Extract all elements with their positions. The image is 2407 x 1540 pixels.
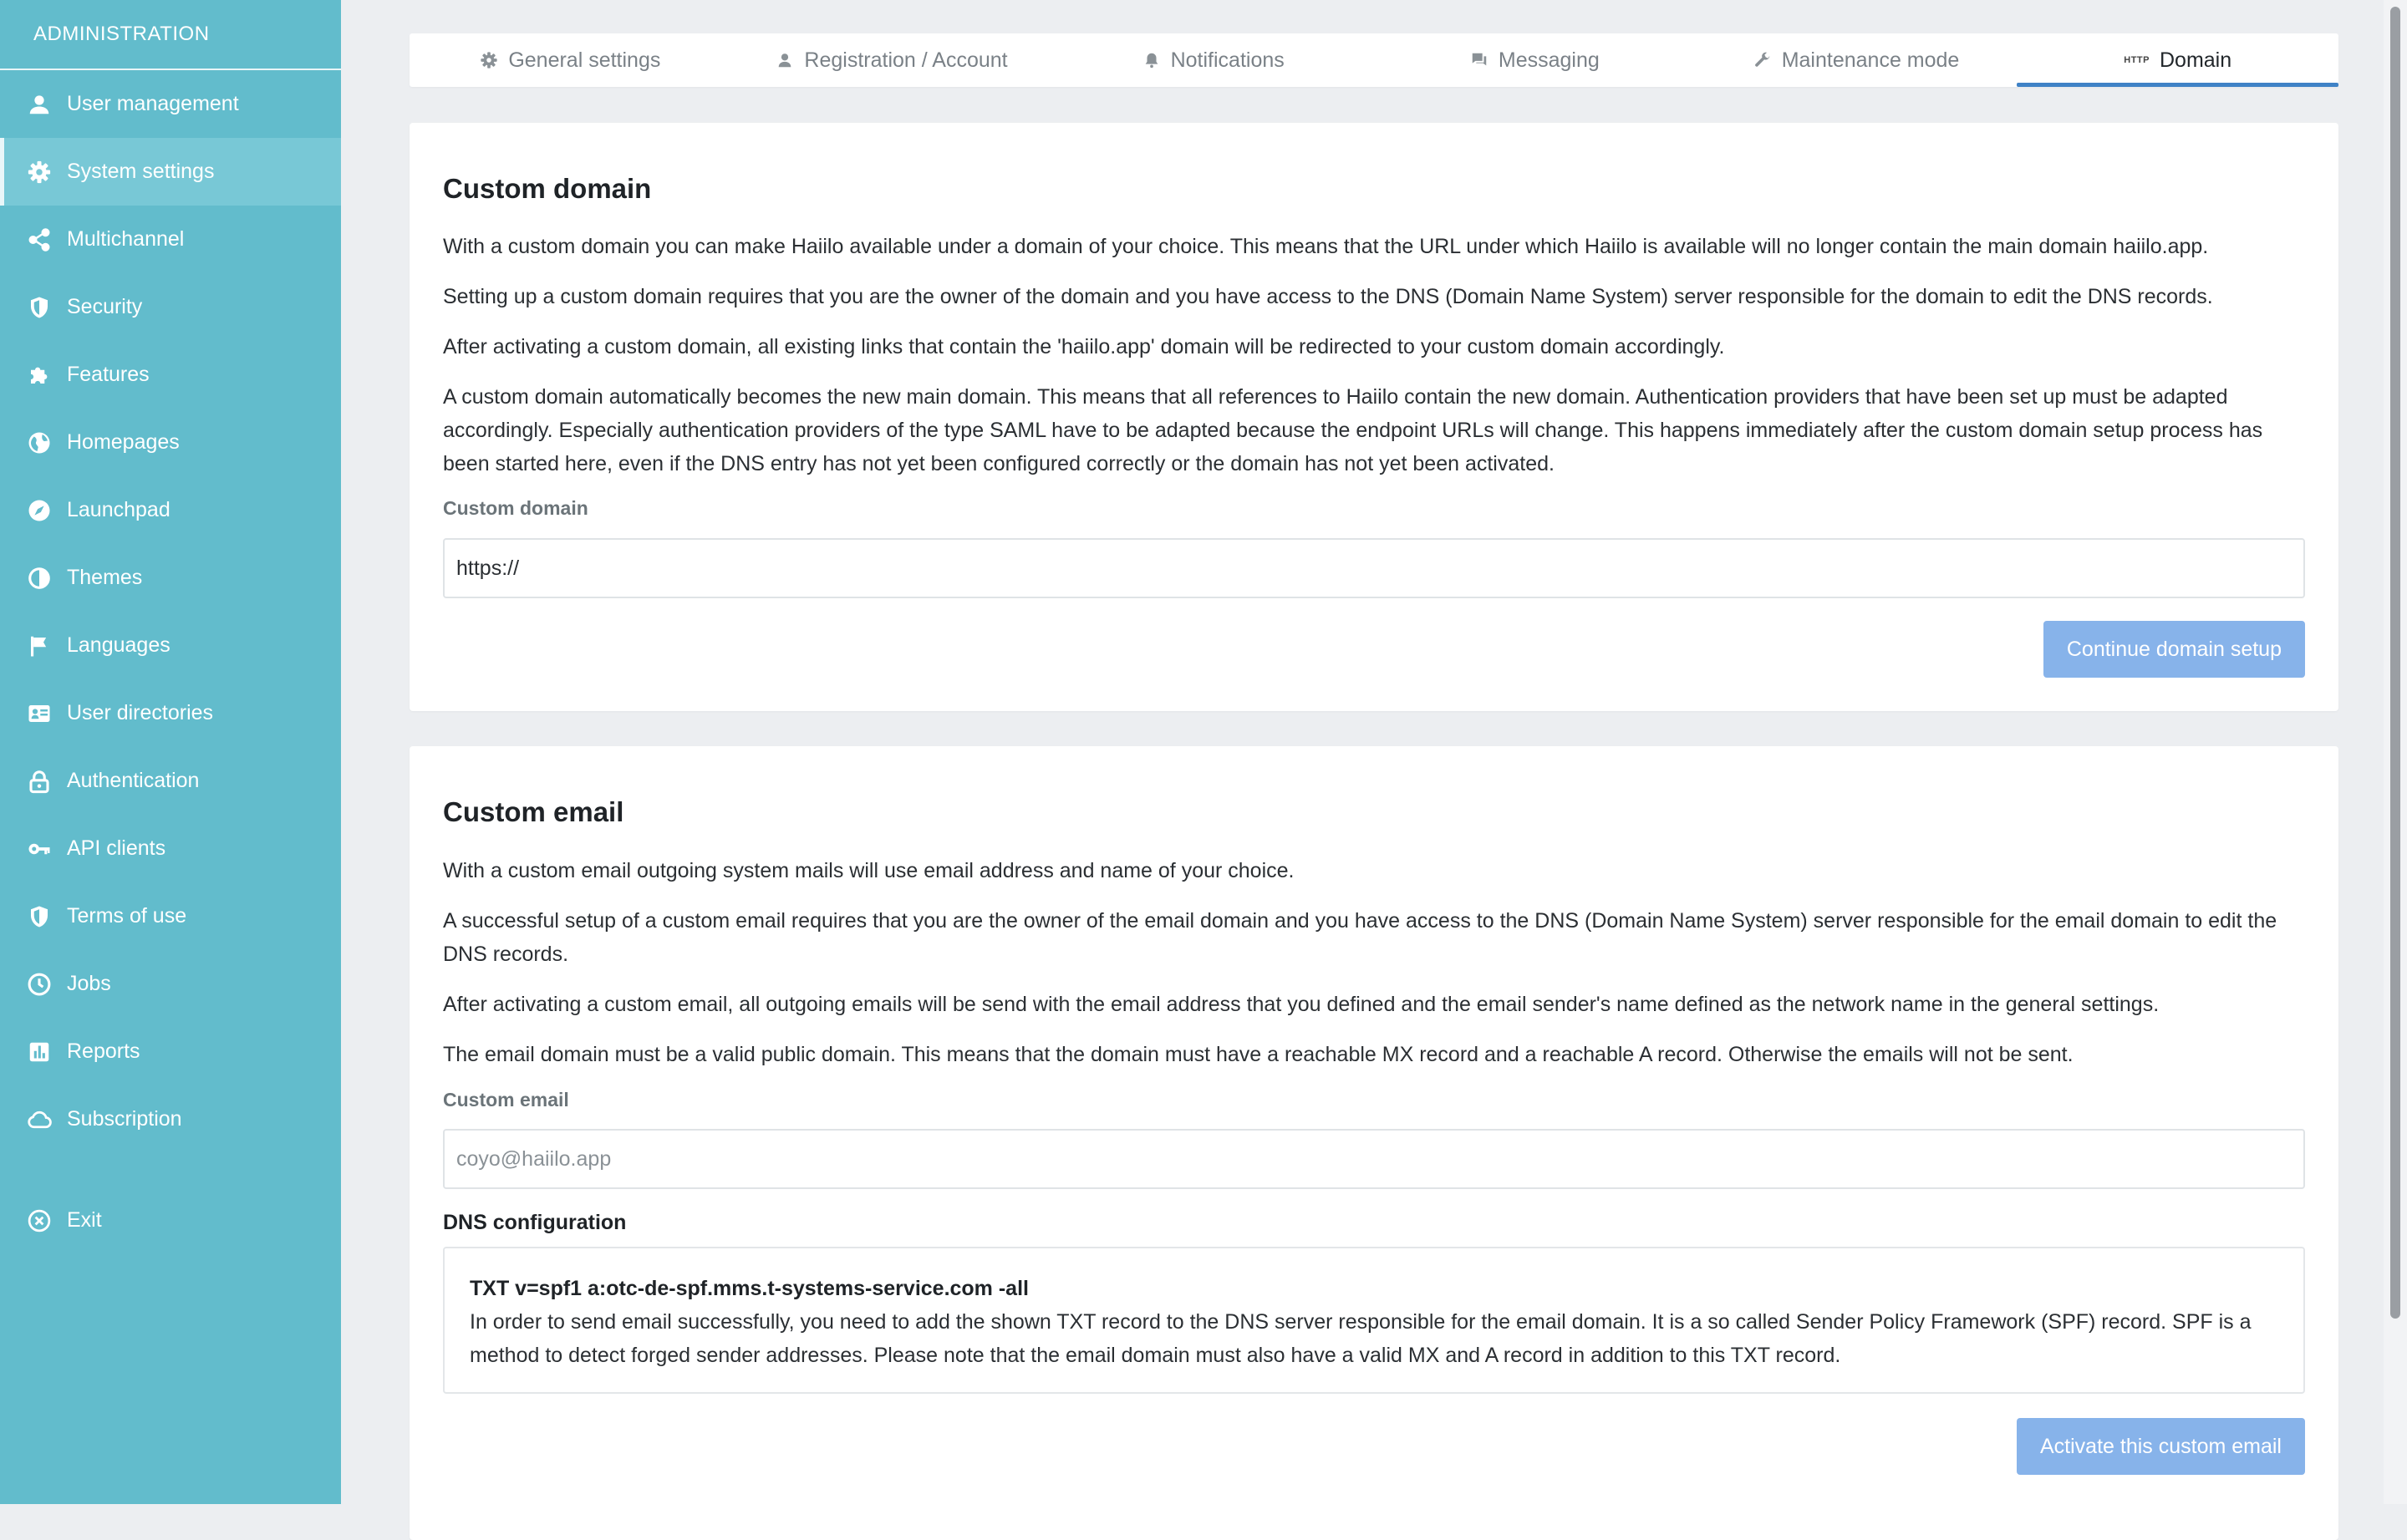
chat-icon [1470,51,1488,69]
custom-email-card [410,746,2338,1540]
sidebar-item-authentication[interactable] [0,747,341,815]
custom-domain-title: Custom domain [443,173,652,204]
sidebar-item-multichannel[interactable] [0,206,341,273]
dns-configuration-title: DNS configuration [443,1211,627,1234]
tab-messaging[interactable] [1374,33,1696,87]
sidebar [0,0,341,1504]
tab-registration-account[interactable] [731,33,1053,87]
custom-email-title: Custom email [443,796,624,827]
custom-domain-input[interactable] [443,538,2305,598]
cloud-icon [27,1107,52,1132]
id-card-icon [27,701,52,726]
dns-txt-record: TXT v=spf1 a:otc-de-spf.mms.t-systems-service.com -all [470,1277,1029,1300]
sidebar-item-user-management[interactable] [0,70,341,138]
sidebar-item-security[interactable] [0,273,341,341]
custom-domain-paragraph: After activating a custom domain, all existing links that contain the 'haiilo.app' domain will be redirected to your custom domain accordingly. [443,335,1725,358]
page-scrollbar[interactable] [2384,0,2407,1504]
globe-icon [27,430,52,455]
sidebar-item-subscription[interactable] [0,1085,341,1153]
sidebar-item-terms-of-use[interactable] [0,882,341,950]
tab-label: Registration / Account [804,48,1008,72]
continue-domain-setup-button[interactable]: Continue domain setup [2043,621,2305,678]
custom-email-label: Custom email [443,1089,569,1111]
sidebar-item-label: Features [67,363,150,386]
tab-label: Domain [2159,48,2232,72]
clock-icon [27,972,52,997]
custom-email-input[interactable] [443,1129,2305,1189]
sidebar-item-user-directories[interactable] [0,679,341,747]
sidebar-item-label: Exit [67,1208,102,1232]
sidebar-item-label: System settings [67,160,215,183]
sidebar-item-jobs[interactable] [0,950,341,1018]
sidebar-item-exit[interactable] [0,1187,341,1254]
sidebar-item-api-clients[interactable] [0,815,341,882]
custom-email-paragraph: A successful setup of a custom email requires that you are the owner of the email domain and you have access to the DNS (Domain Name System) server responsible for the email domain to edit the DNS records. [443,909,2277,966]
tab-notifications[interactable] [1052,33,1374,87]
custom-domain-paragraph: With a custom domain you can make Haiilo available under a domain of your choice. This means that the URL under which Haiilo is available will no longer contain the main domain haiilo.app. [443,235,2209,258]
shield-icon [27,295,52,320]
sidebar-title: ADMINISTRATION [0,0,341,70]
sidebar-item-label: Authentication [67,769,200,792]
bell-icon [1142,51,1161,69]
gear-icon [27,160,52,185]
sidebar-item-features[interactable] [0,341,341,409]
wrench-icon [1753,51,1772,69]
lock-icon [27,769,52,794]
sidebar-item-languages[interactable] [0,612,341,679]
sidebar-item-label: User management [67,92,239,115]
dns-configuration-box [443,1247,2305,1394]
tab-label: Notifications [1170,48,1285,72]
tab-general-settings[interactable] [410,33,731,87]
contrast-icon [27,566,52,591]
custom-email-paragraph: After activating a custom email, all outgoing emails will be send with the email address that you defined and the email sender's name defined as the network name in the general settings. [443,993,2160,1016]
sidebar-item-label: Terms of use [67,904,187,928]
sidebar-item-label: Themes [67,566,143,589]
close-circle-icon [27,1208,52,1233]
tab-domain[interactable] [2017,33,2338,87]
tab-label: General settings [508,48,661,72]
sidebar-item-label: User directories [67,701,214,724]
sidebar-item-label: Homepages [67,430,180,454]
sidebar-item-label: Jobs [67,972,111,995]
sidebar-item-system-settings[interactable] [0,138,341,206]
bar-chart-icon [27,1039,52,1065]
gear-icon [480,51,498,69]
sidebar-item-label: Security [67,295,143,318]
custom-email-paragraph: With a custom email outgoing system mails will use email address and name of your choice. [443,859,1295,882]
custom-domain-paragraph: Setting up a custom domain requires that you are the owner of the domain and you have access to the DNS (Domain Name System) server responsible for the domain to edit the DNS records. [443,285,2213,308]
custom-domain-label: Custom domain [443,497,588,519]
custom-domain-paragraph: A custom domain automatically becomes the new main domain. This means that all references to Haiilo contain the new domain. Authentication providers that have been set up must be adapted accordingly. Especially authentication providers of the type SAML have to be adapted because the endpoint URLs will change. This happens immediately after the custom domain setup process has been started here, even if the DNS entry has not yet been configured correctly or the domain has not yet been activated. [443,385,2263,475]
http-icon: HTTP [2124,55,2150,65]
sidebar-item-homepages[interactable] [0,409,341,476]
sidebar-item-label: Reports [67,1039,140,1063]
person-icon [27,92,52,117]
sidebar-item-label: Launchpad [67,498,170,521]
share-icon [27,227,52,252]
sidebar-item-label: Subscription [67,1107,182,1131]
sidebar-spacer [0,1153,341,1187]
sidebar-item-reports[interactable] [0,1018,341,1085]
flag-icon [27,633,52,658]
scrollbar-thumb[interactable] [2390,7,2400,1319]
compass-icon [27,498,52,523]
sidebar-item-launchpad[interactable] [0,476,341,544]
sidebar-item-themes[interactable] [0,544,341,612]
puzzle-icon [27,363,52,388]
settings-tabbar [410,33,2338,87]
sidebar-item-label: Languages [67,633,170,657]
person-icon [776,51,794,69]
sidebar-item-label: API clients [67,836,166,860]
dns-description: In order to send email successfully, you need to add the shown TXT record to the DNS server responsible for the email domain. It is a so called Sender Policy Framework (SPF) record. SPF is a method to detect forged sender addresses. Please note that the email domain must also have a valid MX and A record in addition to this TXT record. [470,1310,2252,1367]
custom-email-paragraph: The email domain must be a valid public domain. This means that the domain must have a reachable MX record and a reachable A record. Otherwise the emails will not be sent. [443,1043,2074,1066]
shield-icon [27,904,52,929]
tab-label: Maintenance mode [1781,48,1960,72]
activate-custom-email-button[interactable]: Activate this custom email [2017,1418,2305,1475]
tab-label: Messaging [1498,48,1600,72]
custom-domain-card [410,123,2338,711]
sidebar-nav [0,70,341,1254]
sidebar-item-label: Multichannel [67,227,185,251]
key-icon [27,836,52,861]
tab-maintenance-mode[interactable] [1696,33,2018,87]
